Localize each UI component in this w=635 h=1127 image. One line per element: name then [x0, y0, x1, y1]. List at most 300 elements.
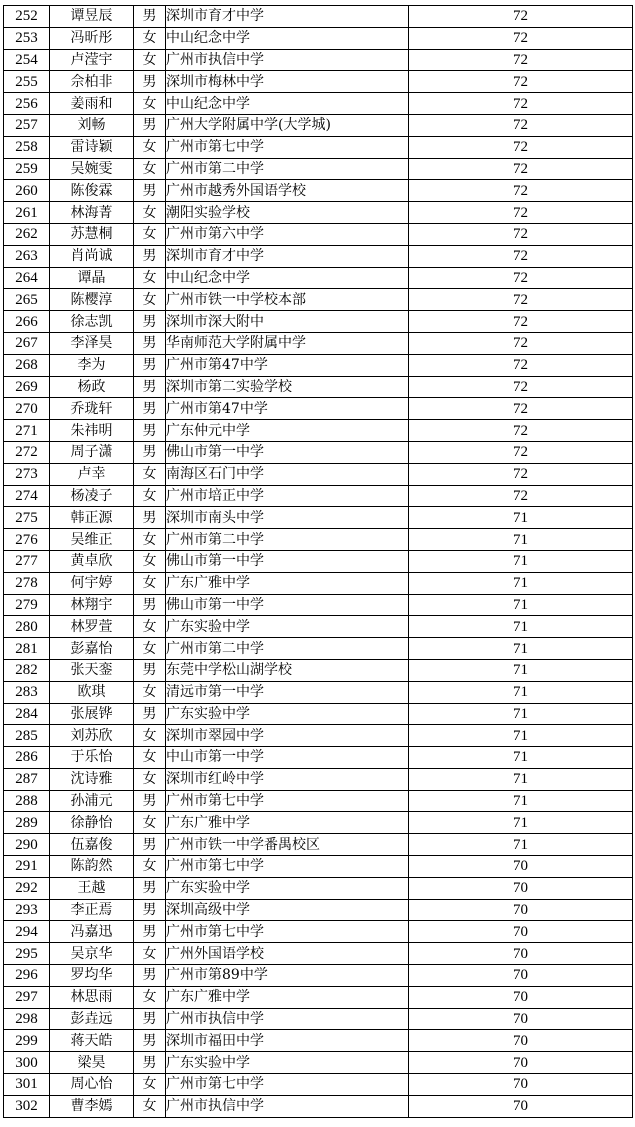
table-row — [4, 27, 633, 49]
table-row — [4, 71, 633, 93]
score-cell: 72 — [409, 71, 633, 93]
table-row — [4, 398, 633, 420]
gender-cell: 女 — [134, 572, 166, 594]
table-row — [4, 594, 633, 616]
table-row — [4, 834, 633, 856]
score-cell: 72 — [409, 420, 633, 442]
school-cell: 广州市第七中学 — [166, 1074, 409, 1096]
student-name-cell: 张展铧 — [50, 703, 134, 725]
gender-cell: 女 — [134, 1095, 166, 1117]
gender-cell: 女 — [134, 616, 166, 638]
gender-cell: 男 — [134, 703, 166, 725]
school-cell: 潮阳实验学校 — [166, 202, 409, 224]
rank-cell: 273 — [4, 463, 50, 485]
score-cell: 71 — [409, 834, 633, 856]
score-cell: 72 — [409, 6, 633, 28]
score-cell: 71 — [409, 638, 633, 660]
gender-cell: 女 — [134, 550, 166, 572]
rank-cell: 297 — [4, 986, 50, 1008]
gender-cell: 男 — [134, 921, 166, 943]
gender-cell: 男 — [134, 1052, 166, 1074]
gender-cell: 男 — [134, 790, 166, 812]
score-cell: 72 — [409, 202, 633, 224]
score-cell: 71 — [409, 768, 633, 790]
school-cell: 广州市第六中学 — [166, 223, 409, 245]
score-cell: 70 — [409, 965, 633, 987]
table-row — [4, 289, 633, 311]
score-cell: 72 — [409, 158, 633, 180]
table-row — [4, 899, 633, 921]
gender-cell: 女 — [134, 49, 166, 71]
rank-cell: 280 — [4, 616, 50, 638]
gender-cell: 男 — [134, 594, 166, 616]
school-cell: 深圳市梅林中学 — [166, 71, 409, 93]
gender-cell: 女 — [134, 202, 166, 224]
rank-cell: 256 — [4, 93, 50, 115]
student-name-cell: 冯嘉迅 — [50, 921, 134, 943]
gender-cell: 女 — [134, 681, 166, 703]
score-cell: 72 — [409, 27, 633, 49]
ranking-table-body — [4, 6, 633, 1118]
table-row — [4, 529, 633, 551]
school-cell: 广东实验中学 — [166, 877, 409, 899]
score-cell: 72 — [409, 223, 633, 245]
student-name-cell: 陈樱淳 — [50, 289, 134, 311]
score-cell: 71 — [409, 550, 633, 572]
score-cell: 70 — [409, 1095, 633, 1117]
student-name-cell: 陈韵然 — [50, 856, 134, 878]
school-cell: 广州市第七中学 — [166, 921, 409, 943]
score-cell: 71 — [409, 529, 633, 551]
score-cell: 70 — [409, 899, 633, 921]
table-row — [4, 812, 633, 834]
gender-cell: 女 — [134, 1074, 166, 1096]
school-cell: 南海区石门中学 — [166, 463, 409, 485]
table-row — [4, 93, 633, 115]
student-name-cell: 卢滢宇 — [50, 49, 134, 71]
school-cell: 广东实验中学 — [166, 703, 409, 725]
student-name-cell: 杨凌子 — [50, 485, 134, 507]
score-cell: 72 — [409, 267, 633, 289]
rank-cell: 291 — [4, 856, 50, 878]
school-cell: 广州大学附属中学(大学城) — [166, 114, 409, 136]
gender-cell: 男 — [134, 659, 166, 681]
student-name-cell: 朱祎明 — [50, 420, 134, 442]
score-cell: 72 — [409, 376, 633, 398]
school-cell: 广东实验中学 — [166, 616, 409, 638]
score-cell: 71 — [409, 725, 633, 747]
rank-cell: 295 — [4, 943, 50, 965]
school-cell: 广州市第二中学 — [166, 529, 409, 551]
school-cell: 广东广雅中学 — [166, 986, 409, 1008]
gender-cell: 女 — [134, 463, 166, 485]
rank-cell: 300 — [4, 1052, 50, 1074]
rank-cell: 259 — [4, 158, 50, 180]
gender-cell: 女 — [134, 768, 166, 790]
student-name-cell: 孙浦元 — [50, 790, 134, 812]
table-row — [4, 638, 633, 660]
student-name-cell: 李为 — [50, 354, 134, 376]
gender-cell: 男 — [134, 376, 166, 398]
rank-cell: 299 — [4, 1030, 50, 1052]
gender-cell: 女 — [134, 267, 166, 289]
school-cell: 中山纪念中学 — [166, 267, 409, 289]
student-name-cell: 于乐怡 — [50, 747, 134, 769]
school-cell: 清远市第一中学 — [166, 681, 409, 703]
table-row — [4, 354, 633, 376]
school-cell: 深圳市翠园中学 — [166, 725, 409, 747]
student-name-cell: 雷诗颖 — [50, 136, 134, 158]
school-cell: 佛山市第一中学 — [166, 550, 409, 572]
student-name-cell: 曹李嫣 — [50, 1095, 134, 1117]
table-row — [4, 856, 633, 878]
table-row — [4, 943, 633, 965]
student-name-cell: 周子潇 — [50, 441, 134, 463]
score-cell: 70 — [409, 986, 633, 1008]
student-name-cell: 李泽昊 — [50, 332, 134, 354]
rank-cell: 277 — [4, 550, 50, 572]
gender-cell: 男 — [134, 420, 166, 442]
rank-cell: 288 — [4, 790, 50, 812]
table-row — [4, 245, 633, 267]
rank-cell: 260 — [4, 180, 50, 202]
score-cell: 72 — [409, 398, 633, 420]
rank-cell: 267 — [4, 332, 50, 354]
student-name-cell: 林翔宇 — [50, 594, 134, 616]
table-row — [4, 420, 633, 442]
school-cell: 深圳市第二实验学校 — [166, 376, 409, 398]
score-cell: 72 — [409, 49, 633, 71]
table-row — [4, 572, 633, 594]
school-cell: 广州市执信中学 — [166, 1008, 409, 1030]
gender-cell: 男 — [134, 180, 166, 202]
gender-cell: 女 — [134, 638, 166, 660]
score-cell: 71 — [409, 790, 633, 812]
school-cell: 深圳市育才中学 — [166, 245, 409, 267]
score-cell: 70 — [409, 1030, 633, 1052]
table-row — [4, 49, 633, 71]
table-row — [4, 180, 633, 202]
school-cell: 深圳市南头中学 — [166, 507, 409, 529]
student-name-cell: 谭昱辰 — [50, 6, 134, 28]
student-name-cell: 乔珑轩 — [50, 398, 134, 420]
rank-cell: 275 — [4, 507, 50, 529]
gender-cell: 女 — [134, 529, 166, 551]
gender-cell: 男 — [134, 311, 166, 333]
rank-cell: 258 — [4, 136, 50, 158]
rank-cell: 262 — [4, 223, 50, 245]
student-name-cell: 周心怡 — [50, 1074, 134, 1096]
rank-cell: 285 — [4, 725, 50, 747]
table-row — [4, 703, 633, 725]
table-row — [4, 659, 633, 681]
student-name-cell: 吴婉雯 — [50, 158, 134, 180]
table-row — [4, 507, 633, 529]
student-name-cell: 姜雨和 — [50, 93, 134, 115]
rank-cell: 293 — [4, 899, 50, 921]
score-cell: 71 — [409, 812, 633, 834]
student-name-cell: 伍嘉俊 — [50, 834, 134, 856]
student-name-cell: 吴维正 — [50, 529, 134, 551]
table-row — [4, 921, 633, 943]
gender-cell: 女 — [134, 27, 166, 49]
gender-cell: 女 — [134, 725, 166, 747]
rank-cell: 282 — [4, 659, 50, 681]
rank-cell: 271 — [4, 420, 50, 442]
school-cell: 广州市铁一中学校本部 — [166, 289, 409, 311]
score-cell: 72 — [409, 441, 633, 463]
student-name-cell: 彭嘉怡 — [50, 638, 134, 660]
table-row — [4, 550, 633, 572]
rank-cell: 287 — [4, 768, 50, 790]
school-cell: 广东广雅中学 — [166, 812, 409, 834]
rank-cell: 298 — [4, 1008, 50, 1030]
student-name-cell: 韩正源 — [50, 507, 134, 529]
rank-cell: 283 — [4, 681, 50, 703]
student-name-cell: 肖尚诚 — [50, 245, 134, 267]
score-cell: 72 — [409, 332, 633, 354]
student-name-cell: 欧琪 — [50, 681, 134, 703]
rank-cell: 274 — [4, 485, 50, 507]
gender-cell: 女 — [134, 223, 166, 245]
school-cell: 深圳市深大附中 — [166, 311, 409, 333]
school-cell: 广州市执信中学 — [166, 1095, 409, 1117]
score-cell: 72 — [409, 354, 633, 376]
score-cell: 71 — [409, 659, 633, 681]
school-cell: 广州市第七中学 — [166, 136, 409, 158]
student-name-cell: 罗均华 — [50, 965, 134, 987]
student-name-cell: 王越 — [50, 877, 134, 899]
table-row — [4, 485, 633, 507]
table-row — [4, 463, 633, 485]
table-row — [4, 1008, 633, 1030]
score-cell: 72 — [409, 136, 633, 158]
gender-cell: 女 — [134, 856, 166, 878]
school-cell: 中山纪念中学 — [166, 93, 409, 115]
score-cell: 70 — [409, 856, 633, 878]
school-cell: 广州市第七中学 — [166, 790, 409, 812]
rank-cell: 270 — [4, 398, 50, 420]
school-cell: 广州市执信中学 — [166, 49, 409, 71]
score-cell: 72 — [409, 289, 633, 311]
table-row — [4, 267, 633, 289]
student-name-cell: 张天銮 — [50, 659, 134, 681]
score-cell: 70 — [409, 877, 633, 899]
school-cell: 广东实验中学 — [166, 1052, 409, 1074]
table-row — [4, 158, 633, 180]
student-name-cell: 谭晶 — [50, 267, 134, 289]
rank-cell: 261 — [4, 202, 50, 224]
score-cell: 70 — [409, 921, 633, 943]
gender-cell: 男 — [134, 1030, 166, 1052]
table-row — [4, 223, 633, 245]
student-name-cell: 刘畅 — [50, 114, 134, 136]
school-cell: 广州市第89中学 — [166, 965, 409, 987]
table-row — [4, 332, 633, 354]
gender-cell: 男 — [134, 899, 166, 921]
rank-cell: 255 — [4, 71, 50, 93]
gender-cell: 男 — [134, 441, 166, 463]
school-cell: 佛山市第一中学 — [166, 594, 409, 616]
student-name-cell: 佘柏非 — [50, 71, 134, 93]
score-cell: 71 — [409, 747, 633, 769]
score-cell: 70 — [409, 1074, 633, 1096]
student-name-cell: 吴京华 — [50, 943, 134, 965]
table-row — [4, 725, 633, 747]
student-name-cell: 李正焉 — [50, 899, 134, 921]
student-name-cell: 杨政 — [50, 376, 134, 398]
gender-cell: 男 — [134, 834, 166, 856]
table-row — [4, 747, 633, 769]
gender-cell: 男 — [134, 877, 166, 899]
school-cell: 广州市第47中学 — [166, 398, 409, 420]
student-name-cell: 何宇婷 — [50, 572, 134, 594]
gender-cell: 男 — [134, 114, 166, 136]
gender-cell: 男 — [134, 965, 166, 987]
table-row — [4, 616, 633, 638]
rank-cell: 294 — [4, 921, 50, 943]
school-cell: 广州市第二中学 — [166, 158, 409, 180]
school-cell: 佛山市第一中学 — [166, 441, 409, 463]
rank-cell: 265 — [4, 289, 50, 311]
rank-cell: 257 — [4, 114, 50, 136]
rank-cell: 286 — [4, 747, 50, 769]
score-cell: 72 — [409, 463, 633, 485]
student-name-cell: 梁昊 — [50, 1052, 134, 1074]
rank-cell: 268 — [4, 354, 50, 376]
rank-cell: 278 — [4, 572, 50, 594]
table-row — [4, 441, 633, 463]
table-row — [4, 790, 633, 812]
score-cell: 71 — [409, 616, 633, 638]
rank-cell: 269 — [4, 376, 50, 398]
score-cell: 72 — [409, 93, 633, 115]
rank-cell: 263 — [4, 245, 50, 267]
table-row — [4, 202, 633, 224]
gender-cell: 女 — [134, 812, 166, 834]
school-cell: 中山市第一中学 — [166, 747, 409, 769]
student-name-cell: 蒋天皓 — [50, 1030, 134, 1052]
score-cell: 72 — [409, 114, 633, 136]
student-name-cell: 卢幸 — [50, 463, 134, 485]
ranking-table — [3, 5, 633, 1118]
school-cell: 深圳市福田中学 — [166, 1030, 409, 1052]
gender-cell: 男 — [134, 245, 166, 267]
school-cell: 广州市第七中学 — [166, 856, 409, 878]
rank-cell: 292 — [4, 877, 50, 899]
table-row — [4, 136, 633, 158]
score-cell: 71 — [409, 681, 633, 703]
table-row — [4, 114, 633, 136]
score-cell: 71 — [409, 594, 633, 616]
table-row — [4, 376, 633, 398]
rank-cell: 290 — [4, 834, 50, 856]
gender-cell: 男 — [134, 332, 166, 354]
rank-cell: 281 — [4, 638, 50, 660]
table-row — [4, 1074, 633, 1096]
table-row — [4, 681, 633, 703]
rank-cell: 266 — [4, 311, 50, 333]
gender-cell: 男 — [134, 354, 166, 376]
school-cell: 广州外国语学校 — [166, 943, 409, 965]
gender-cell: 女 — [134, 485, 166, 507]
gender-cell: 女 — [134, 747, 166, 769]
student-name-cell: 林海菁 — [50, 202, 134, 224]
school-cell: 广州市第二中学 — [166, 638, 409, 660]
rank-cell: 289 — [4, 812, 50, 834]
school-cell: 东莞中学松山湖学校 — [166, 659, 409, 681]
rank-cell: 296 — [4, 965, 50, 987]
rank-cell: 272 — [4, 441, 50, 463]
rank-cell: 254 — [4, 49, 50, 71]
table-row — [4, 311, 633, 333]
school-cell: 广东仲元中学 — [166, 420, 409, 442]
score-cell: 70 — [409, 1008, 633, 1030]
table-row — [4, 1095, 633, 1117]
gender-cell: 女 — [134, 986, 166, 1008]
gender-cell: 男 — [134, 507, 166, 529]
rank-cell: 279 — [4, 594, 50, 616]
rank-cell: 302 — [4, 1095, 50, 1117]
score-cell: 70 — [409, 1052, 633, 1074]
rank-cell: 284 — [4, 703, 50, 725]
student-name-cell: 沈诗雅 — [50, 768, 134, 790]
rank-cell: 252 — [4, 6, 50, 28]
table-row — [4, 1030, 633, 1052]
score-cell: 72 — [409, 485, 633, 507]
school-cell: 深圳高级中学 — [166, 899, 409, 921]
gender-cell: 男 — [134, 1008, 166, 1030]
rank-cell: 253 — [4, 27, 50, 49]
score-cell: 70 — [409, 943, 633, 965]
rank-cell: 264 — [4, 267, 50, 289]
gender-cell: 女 — [134, 943, 166, 965]
table-row — [4, 877, 633, 899]
gender-cell: 男 — [134, 71, 166, 93]
student-name-cell: 彭垚远 — [50, 1008, 134, 1030]
student-name-cell: 林罗萱 — [50, 616, 134, 638]
gender-cell: 男 — [134, 6, 166, 28]
school-cell: 深圳市红岭中学 — [166, 768, 409, 790]
school-cell: 广州市铁一中学番禺校区 — [166, 834, 409, 856]
student-name-cell: 黄卓欣 — [50, 550, 134, 572]
student-name-cell: 苏慧桐 — [50, 223, 134, 245]
score-cell: 72 — [409, 245, 633, 267]
gender-cell: 女 — [134, 93, 166, 115]
table-row — [4, 768, 633, 790]
score-cell: 71 — [409, 703, 633, 725]
score-cell: 71 — [409, 507, 633, 529]
student-name-cell: 冯昕彤 — [50, 27, 134, 49]
student-name-cell: 徐志凯 — [50, 311, 134, 333]
table-row — [4, 6, 633, 28]
table-row — [4, 965, 633, 987]
student-name-cell: 徐静怡 — [50, 812, 134, 834]
score-cell: 72 — [409, 180, 633, 202]
school-cell: 广东广雅中学 — [166, 572, 409, 594]
rank-cell: 276 — [4, 529, 50, 551]
school-cell: 中山纪念中学 — [166, 27, 409, 49]
school-cell: 深圳市育才中学 — [166, 6, 409, 28]
school-cell: 广州市越秀外国语学校 — [166, 180, 409, 202]
gender-cell: 女 — [134, 289, 166, 311]
student-name-cell: 陈俊霖 — [50, 180, 134, 202]
rank-cell: 301 — [4, 1074, 50, 1096]
score-cell: 71 — [409, 572, 633, 594]
score-cell: 72 — [409, 311, 633, 333]
table-row — [4, 1052, 633, 1074]
school-cell: 广州市培正中学 — [166, 485, 409, 507]
